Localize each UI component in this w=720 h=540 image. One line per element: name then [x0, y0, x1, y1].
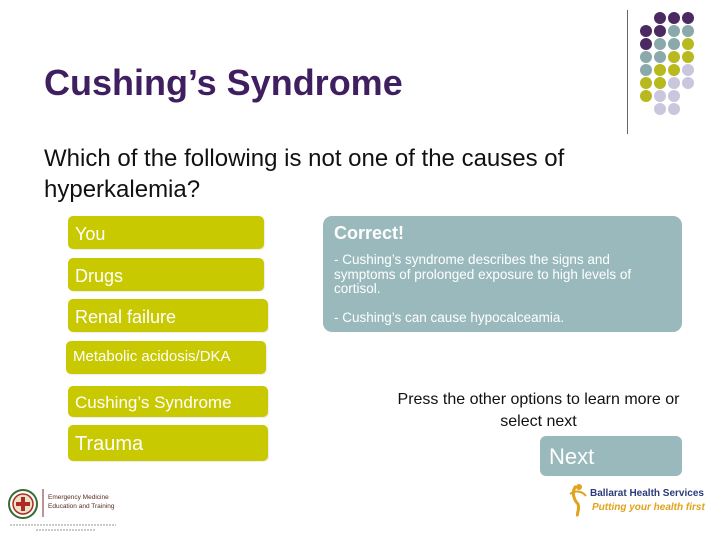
slide-title: Cushing’s Syndrome: [44, 62, 403, 103]
decorative-dot: [640, 51, 652, 63]
logo-right-line2: Putting your health first: [592, 502, 705, 513]
option-label: Drugs: [75, 266, 124, 286]
decorative-dot: [640, 77, 652, 89]
decorative-dot: [682, 64, 694, 76]
option-drugs-button[interactable]: [68, 258, 264, 291]
decorative-dot: [668, 77, 680, 89]
instruction-text: Press the other options to learn more or select next: [397, 391, 680, 430]
decorative-dot: [654, 90, 666, 102]
decorative-dot: [682, 12, 694, 24]
ballarat-health-services-logo: [566, 482, 716, 518]
feedback-explanation: - Cushing’s syndrome describes the signs and symptoms of prolonged exposure to high levels of cortisol.: [334, 252, 632, 296]
next-button-label: Next: [549, 444, 595, 469]
decorative-dot: [668, 103, 680, 115]
decorative-dot: [654, 25, 666, 37]
emergency-medicine-logo: [6, 485, 121, 535]
decorative-dot: [668, 90, 680, 102]
option-you-button[interactable]: [68, 216, 264, 249]
logo-left-line1: Emergency Medicine: [48, 494, 109, 501]
next-button[interactable]: [540, 436, 682, 476]
decorative-dot: [654, 38, 666, 50]
feedback-panel: [323, 216, 682, 332]
logo-left-line2: Education and Training: [48, 503, 115, 510]
option-label: Cushing’s Syndrome: [75, 393, 232, 412]
option-trauma-button[interactable]: [68, 425, 268, 461]
option-cushings-syndrome-button[interactable]: [68, 386, 268, 417]
decorative-dot: [682, 51, 694, 63]
option-label: Metabolic acidosis/DKA: [73, 348, 231, 365]
decorative-dot: [682, 25, 694, 37]
decorative-dot: [668, 12, 680, 24]
logo-right-line1: Ballarat Health Services: [590, 488, 704, 499]
title-divider: [627, 10, 628, 134]
feedback-title: Correct!: [334, 223, 405, 243]
option-metabolic-acidosis-button[interactable]: [66, 341, 266, 374]
feedback-note: - Cushing’s can cause hypocalceamia.: [334, 310, 565, 325]
option-label: You: [75, 224, 106, 244]
decorative-dot: [640, 38, 652, 50]
decorative-dot: [668, 64, 680, 76]
option-renal-failure-button[interactable]: [68, 299, 268, 332]
decorative-dot: [668, 38, 680, 50]
decorative-dot: [668, 25, 680, 37]
decorative-dot: [654, 12, 666, 24]
decorative-dot: [654, 51, 666, 63]
decorative-dot: [640, 25, 652, 37]
decorative-dot: [654, 103, 666, 115]
option-label: Renal failure: [75, 307, 177, 327]
decorative-dot: [682, 38, 694, 50]
decorative-dot: [640, 90, 652, 102]
decorative-dot: [668, 51, 680, 63]
decorative-dot: [654, 64, 666, 76]
decorative-dot: [682, 77, 694, 89]
decorative-dot: [640, 64, 652, 76]
option-label: Trauma: [75, 433, 144, 455]
decorative-dot-grid: [640, 12, 710, 122]
decorative-dot: [654, 77, 666, 89]
question-text: Which of the following is not one of the causes of hyperkalemia?: [44, 145, 565, 203]
